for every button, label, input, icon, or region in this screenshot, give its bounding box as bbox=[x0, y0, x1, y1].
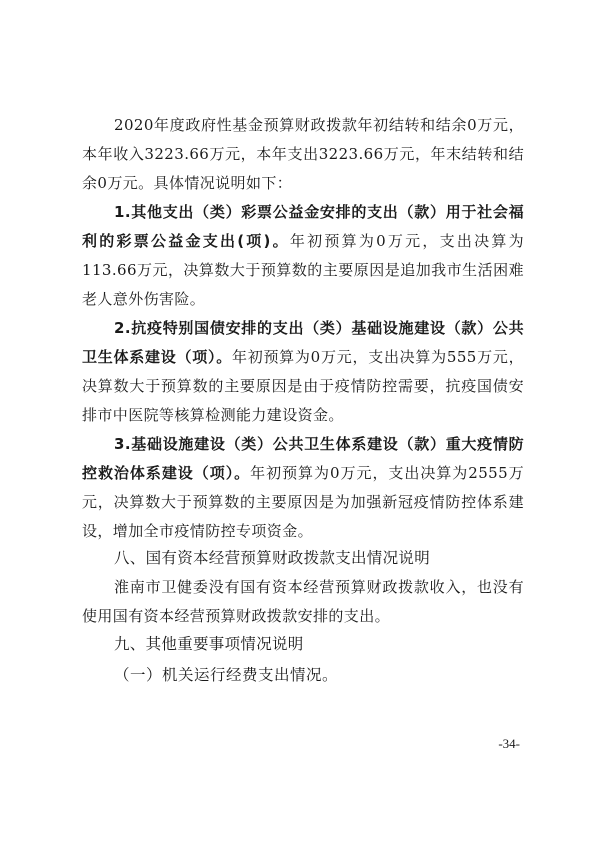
item2-text: 年初预算为0万元，支出决算为555万元，决算数大于预算数的主要原因是由于疫情防控需要，抗疫国债安排市中医院等核算检测能力建设资金。 bbox=[82, 348, 524, 424]
item2-title: 2.抗疫特别国债安排的支出（类）基础设施建设（款）公共卫生体系建设（项）。 bbox=[82, 319, 524, 366]
section9-subheading: （一）机关运行经费支出情况。 bbox=[114, 666, 339, 684]
section8-text: 淮南市卫健委没有国有资本经营预算财政拨款收入，也没有使用国有资本经营预算财政拨款安排的支出。 bbox=[82, 578, 524, 625]
page-number: -34- bbox=[498, 736, 520, 751]
item1-text: 年初预算为0万元，支出决算为113.66万元，决算数大于预算数的主要原因是追加我市生活困难老人意外伤害险。 bbox=[82, 232, 524, 308]
paragraph-item3 bbox=[82, 430, 524, 546]
item3-title: 3.基础设施建设（类）公共卫生体系建设（款）重大疫情防控救治体系建设（项）。 bbox=[82, 435, 524, 482]
item1-title: 1.其他支出（类）彩票公益金安排的支出（款）用于社会福利的彩票公益金支出(项)。 bbox=[82, 203, 524, 250]
paragraph-intro bbox=[82, 111, 524, 198]
section9-heading: 九、其他重要事项情况说明 bbox=[114, 635, 304, 653]
item3-text: 年初预算为0万元，支出决算为2555万元，决算数大于预算数的主要原因是为加强新冠疫情防控体系建设，增加全市疫情防控专项资金。 bbox=[82, 464, 524, 540]
section8-heading: 八、国有资本经营预算财政拨款支出情况说明 bbox=[114, 549, 431, 567]
paragraph-item1 bbox=[82, 198, 524, 314]
section8-paragraph bbox=[82, 573, 524, 631]
paragraph-intro-text: 2020年度政府性基金预算财政拨款年初结转和结余0万元，本年收入3223.66万元，本年支出3223.66万元，年末结转和结余0万元。具体情况说明如下： bbox=[82, 116, 524, 192]
paragraph-item2 bbox=[82, 314, 524, 430]
